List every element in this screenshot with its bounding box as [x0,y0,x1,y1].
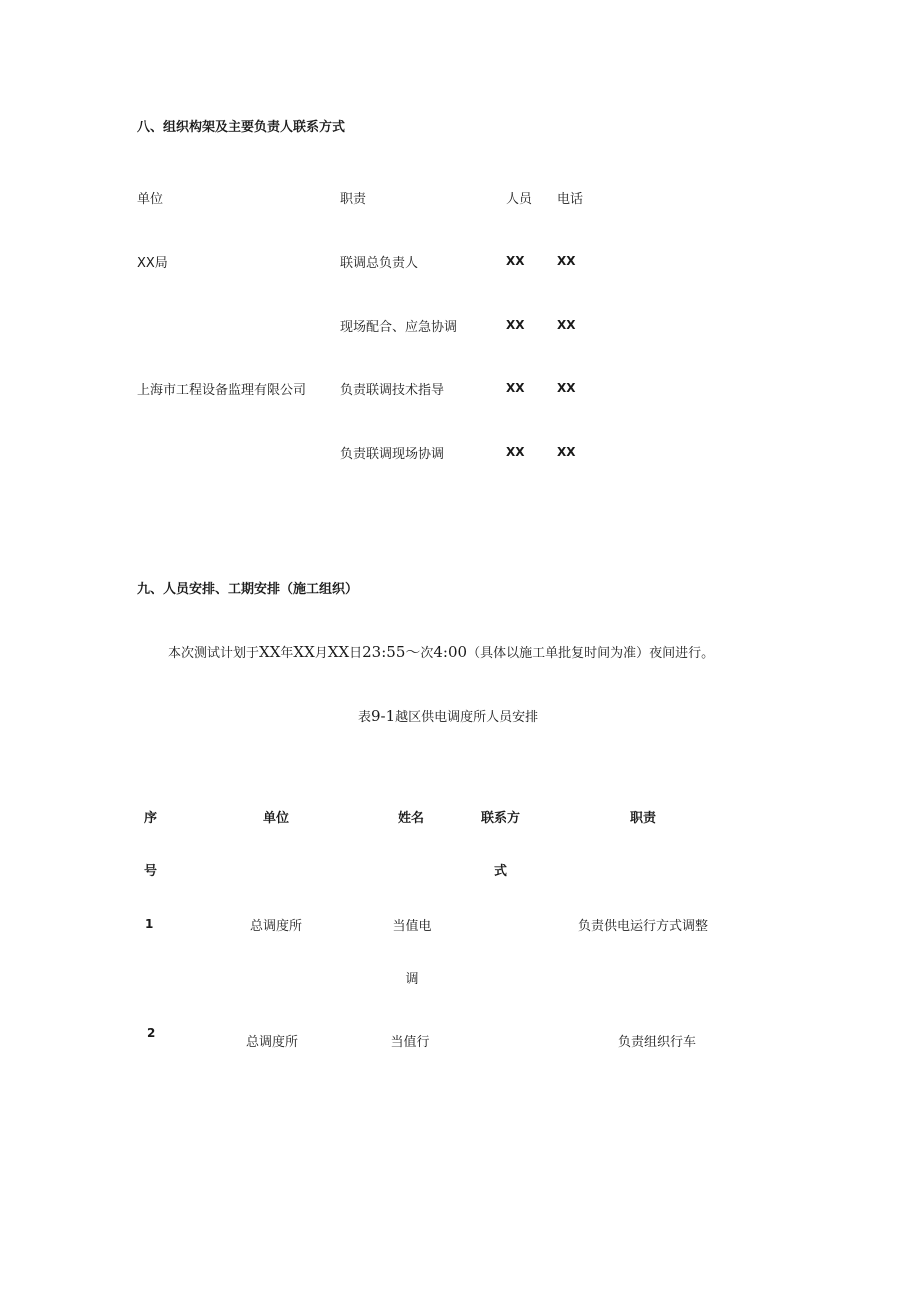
row1-duty: 联调总负责人 [340,256,419,271]
header-contact-line1: 联系方 [481,811,521,826]
row3-phone: XX [557,381,576,395]
row3-person: XX [506,381,525,395]
row3-duty: 负责联调技术指导 [340,383,445,398]
row1-person: XX [506,254,525,268]
header-seq-line1: 序 [144,811,158,826]
t-row2-unit: 总调度所 [245,1035,299,1050]
row1-phone: XX [557,254,576,268]
col-header-person: 人员 [506,192,533,207]
header-contact-line2: 式 [494,864,508,879]
section-9-heading: 九、人员安排、工期安排（施工组织） [137,582,359,597]
section-8-heading: 八、组织构架及主要负责人联系方式 [137,120,346,135]
t-row1-seq: 1 [145,917,154,931]
t-row2-duty: 负责组织行车 [617,1035,697,1050]
col-header-duty: 职责 [340,192,367,207]
header-name: 姓名 [397,811,425,826]
col-header-phone: 电话 [557,192,584,207]
t-row1-unit: 总调度所 [249,919,303,934]
table-caption: 表9-1越区供电调度所人员安排 [358,707,539,725]
row4-phone: XX [557,445,576,459]
t-row2-seq: 2 [147,1026,156,1040]
row4-person: XX [506,445,525,459]
row1-unit: XX局 [137,256,168,271]
col-header-unit: 单位 [137,192,164,207]
t-row1-duty: 负责供电运行方式调整 [577,919,709,934]
t-row1-name-line1: 当值电 [392,919,432,934]
row4-duty: 负责联调现场协调 [340,447,445,462]
t-row2-name: 当值行 [390,1035,430,1050]
row2-duty: 现场配合、应急协调 [340,320,458,335]
header-seq-line2: 号 [144,864,158,879]
row3-unit: 上海市工程设备监理有限公司 [137,383,307,398]
schedule-paragraph: 本次测试计划于XX年XX月XX日23:55～次4:00（具体以施工单批复时间为准）夜间进行。 [168,643,715,661]
row2-person: XX [506,318,525,332]
header-duty: 职责 [629,811,657,826]
t-row1-name-line2: 调 [405,972,419,987]
row2-phone: XX [557,318,576,332]
header-unit: 单位 [262,811,290,826]
